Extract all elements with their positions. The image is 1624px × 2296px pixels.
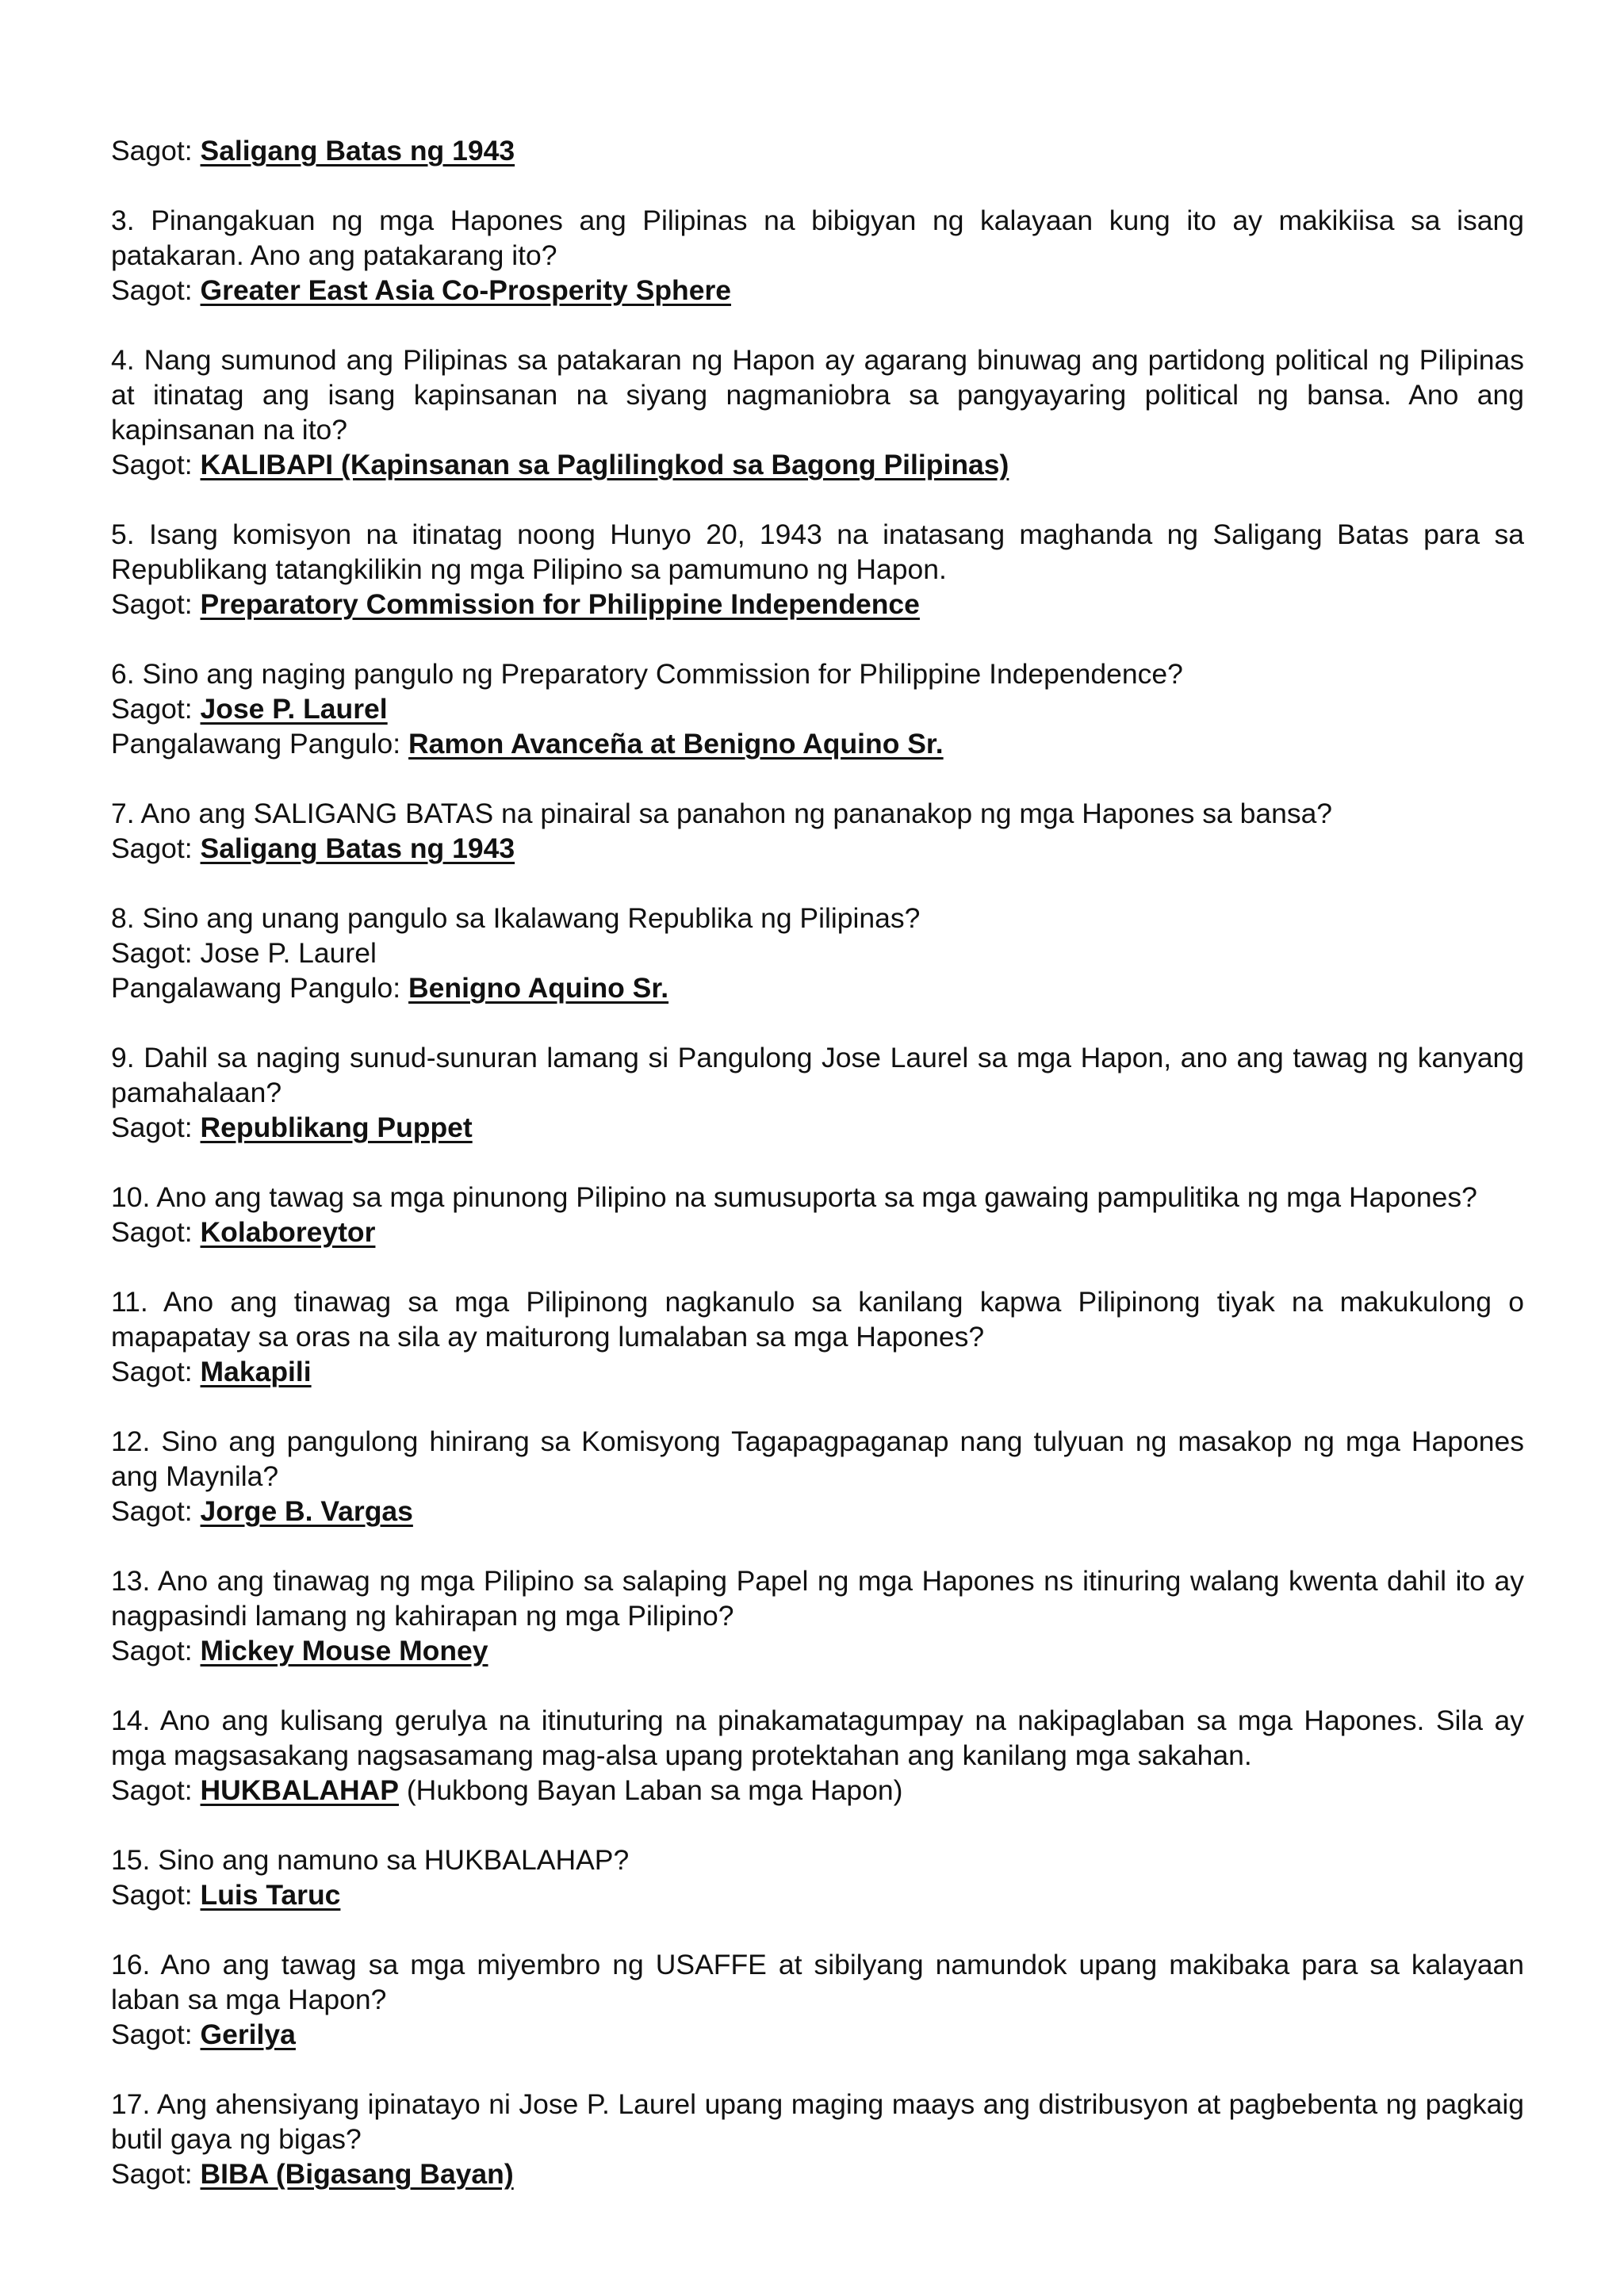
answer-line — [111, 1494, 1524, 1529]
answer-line — [111, 587, 1524, 622]
answer-text: Saligang Batas ng 1943 — [200, 832, 515, 864]
answer-text: Mickey Mouse Money — [200, 1635, 488, 1667]
question-item-13 — [111, 1563, 1524, 1668]
answer-label: Sagot: — [111, 1879, 193, 1911]
answer-text: Makapili — [200, 1356, 312, 1387]
answer-label: Sagot: — [111, 1216, 193, 1248]
question-item-6 — [111, 656, 1524, 761]
document-page — [111, 133, 1524, 2226]
answer-label: Sagot: — [111, 135, 193, 166]
question-item-15 — [111, 1843, 1524, 1912]
question-item-7 — [111, 796, 1524, 866]
question-item-16 — [111, 1947, 1524, 2052]
question-text: 4. Nang sumunod ang Pilipinas sa patakaran ng Hapon ay agarang binuwag ang partidong political ng Pilipinas at itinatag ang isang kapinsanan na siyang nagmaniobra sa pangyayaring political ng bansa. Ano ang kapinsanan na ito? — [111, 344, 1524, 446]
question-text: 12. Sino ang pangulong hinirang sa Komisyong Tagapagpaganap nang tulyuan ng masakop ng mga Hapones ang Maynila? — [111, 1425, 1524, 1492]
answer-line — [111, 1773, 1524, 1808]
question-item-10 — [111, 1180, 1524, 1249]
answer-line — [111, 2017, 1524, 2052]
question-text: 7. Ano ang SALIGANG BATAS na pinairal sa panahon ng pananakop ng mga Hapones sa bansa? — [111, 798, 1333, 829]
question-text: 9. Dahil sa naging sunud-sunuran lamang si Pangulong Jose Laurel sa mga Hapon, ano ang tawag ng kanyang pamahalaan? — [111, 1042, 1524, 1108]
answer-line: Sagot: Jose P. Laurel — [111, 937, 377, 969]
answer-text: Jorge B. Vargas — [200, 1495, 413, 1527]
answer-label: Sagot: — [111, 2158, 193, 2190]
answer-line — [111, 1354, 1524, 1389]
answer-text: Saligang Batas ng 1943 — [200, 135, 515, 166]
question-item-4 — [111, 342, 1524, 482]
question-text: 8. Sino ang unang pangulo sa Ikalawang Republika ng Pilipinas? — [111, 902, 921, 934]
question-item-3 — [111, 203, 1524, 308]
question-item-5 — [111, 517, 1524, 622]
answer-label: Sagot: — [111, 1635, 193, 1667]
answer-line — [111, 691, 1524, 726]
answer-label: Sagot: — [111, 2019, 193, 2050]
question-item-11 — [111, 1284, 1524, 1389]
answer-expansion: (Hukbong Bayan Laban sa mga Hapon) — [406, 1774, 903, 1806]
answer-label: Sagot: — [111, 1356, 193, 1387]
answer-text: Preparatory Commission for Philippine Independence — [200, 588, 920, 620]
answer-text: Luis Taruc — [200, 1879, 341, 1911]
answer-text: BIBA (Bigasang Bayan) — [200, 2158, 514, 2190]
answer-label: Sagot: — [111, 274, 193, 306]
question-text: 17. Ang ahensiyang ipinatayo ni Jose P. Laurel upang maging maays ang distribusyon at pagbebenta ng pagkaig butil gaya ng bigas? — [111, 2088, 1524, 2155]
answer-label: Sagot: — [111, 693, 193, 725]
question-item-17 — [111, 2087, 1524, 2191]
answer-label: Sagot: — [111, 832, 193, 864]
question-text: 14. Ano ang kulisang gerulya na itinuturing na pinakamatagumpay na nakipaglaban sa mga Hapones. Sila ay mga magsasakang nagsasamang mag-alsa upang protektahan ang kanilang mga sakahan. — [111, 1705, 1524, 1771]
question-item-14 — [111, 1703, 1524, 1808]
question-text: 10. Ano ang tawag sa mga pinunong Pilipino na sumusuporta sa mga gawaing pampulitika ng mga Hapones? — [111, 1181, 1477, 1213]
question-text: 13. Ano ang tinawag ng mga Pilipino sa salaping Papel ng mga Hapones ns itinuring walang kwenta dahil ito ay nagpasindi lamang ng kahirapan ng mga Pilipino? — [111, 1565, 1524, 1632]
vice-president-label: Pangalawang Pangulo: — [111, 728, 401, 760]
answer-text: Republikang Puppet — [200, 1112, 473, 1143]
question-text: 6. Sino ang naging pangulo ng Preparatory Commission for Philippine Independence? — [111, 658, 1183, 690]
question-item-12 — [111, 1424, 1524, 1529]
answer-line — [111, 447, 1524, 482]
answer-label: Sagot: — [111, 1112, 193, 1143]
answer-line — [111, 1633, 1524, 1668]
vice-president-line — [111, 970, 1524, 1005]
question-text: 15. Sino ang namuno sa HUKBALAHAP? — [111, 1844, 630, 1876]
answer-label: Sagot: — [111, 1774, 193, 1806]
answer-text: Kolaboreytor — [200, 1216, 376, 1248]
vice-president-label: Pangalawang Pangulo: — [111, 972, 401, 1004]
question-text: 5. Isang komisyon na itinatag noong Hunyo 20, 1943 na inatasang maghanda ng Saligang Batas para sa Republikang tatangkilikin ng mga Pilipino sa pamumuno ng Hapon. — [111, 519, 1524, 585]
answer-line — [111, 831, 1524, 866]
question-text: 3. Pinangakuan ng mga Hapones ang Pilipinas na bibigyan ng kalayaan kung ito ay makikiisa sa isang patakaran. Ano ang patakarang ito? — [111, 205, 1524, 271]
answer-text: Jose P. Laurel — [200, 693, 388, 725]
answer-text: Greater East Asia Co-Prosperity Sphere — [200, 274, 732, 306]
question-item-9 — [111, 1040, 1524, 1145]
question-item-8 — [111, 901, 1524, 1005]
answer-label: Sagot: — [111, 1495, 193, 1527]
answer-line — [111, 133, 1524, 168]
answer-line — [111, 1110, 1524, 1145]
answer-line — [111, 1877, 1524, 1912]
question-text: 11. Ano ang tinawag sa mga Pilipinong nagkanulo sa kanilang kapwa Pilipinong tiyak na makukulong o mapapatay sa oras na sila ay maiturong lumalaban sa mga Hapones? — [111, 1286, 1524, 1353]
answer-label: Sagot: — [111, 449, 193, 480]
question-text: 16. Ano ang tawag sa mga miyembro ng USAFFE at sibilyang namundok upang makibaka para sa kalayaan laban sa mga Hapon? — [111, 1949, 1524, 2015]
answer-line — [111, 273, 1524, 308]
vice-president-answer: Benigno Aquino Sr. — [408, 972, 669, 1004]
vice-president-line — [111, 726, 1524, 761]
answer-label: Sagot: — [111, 588, 193, 620]
answer-line — [111, 1215, 1524, 1249]
vice-president-answer: Ramon Avanceña at Benigno Aquino Sr. — [408, 728, 944, 760]
answer-text: HUKBALAHAP — [200, 1774, 399, 1806]
answer-line — [111, 2156, 1524, 2191]
answer-text: KALIBAPI (Kapinsanan sa Paglilingkod sa Bagong Pilipinas) — [200, 449, 1009, 480]
answer-text: Gerilya — [200, 2019, 296, 2050]
